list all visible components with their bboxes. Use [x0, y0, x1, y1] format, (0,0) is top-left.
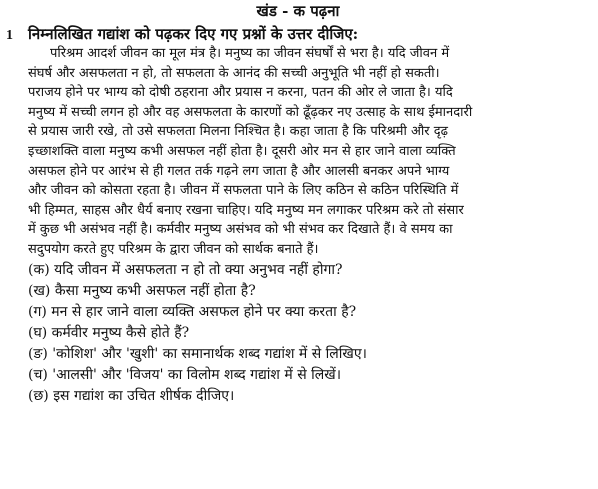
subquestion-cha: (च) 'आलसी' और 'विजय' का विलोम शब्द गद्यांश में से लिखें। — [28, 366, 342, 383]
passage-line: पराजय होने पर भाग्य को दोषी ठहराना और प्रयास न करना, पतन की ओर ले जाता है। यदि — [28, 85, 453, 101]
question-number: 1 — [6, 28, 13, 43]
subquestion-kha: (ख) कैसा मनुष्य कभी असफल नहीं होता है? — [28, 282, 256, 299]
section-title: खंड - क पढ़ना — [256, 2, 340, 20]
question-header — [6, 24, 590, 44]
subquestion-chha: (छ) इस गद्यांश का उचित शीर्षक दीजिए। — [28, 387, 235, 404]
subquestion-gha: (घ) कर्मवीर मनुष्य कैसे होते हैं? — [28, 324, 190, 341]
passage-line: मनुष्य में सच्ची लगन हो और वह असफलता के कारणों को ढूँढ़कर नए उत्साह के साथ ईमानदारी — [28, 104, 473, 120]
subquestion-list — [28, 260, 590, 407]
subquestion-nga: (ङ) 'कोशिश' और 'खुशी' का समानार्थक शब्द गद्यांश में से लिखिए। — [28, 345, 367, 362]
passage-line: सदुपयोग करते हुए परिश्रम के द्वारा जीवन को सार्थक बनाते हैं। — [28, 241, 319, 257]
passage-line: और जीवन को कोसता रहता है। जीवन में सफलता पाने के लिए कठिन से कठिन परिस्थिति में — [28, 183, 459, 199]
question-instruction: निम्नलिखित गद्यांश को पढ़कर दिए गए प्रश्नों के उत्तर दीजिए: — [28, 25, 359, 43]
passage-line: में कुछ भी असंभव नहीं है। कर्मवीर मनुष्य असंभव को भी संभव कर दिखाते हैं। वे समय का — [28, 222, 453, 238]
passage — [28, 44, 590, 260]
passage-line: से प्रयास जारी रखे, तो उसे सफलता मिलना निश्चित है। कहा जाता है कि परिश्रमी और दृढ़ — [28, 124, 448, 140]
passage-line: इच्छाशक्ति वाला मनुष्य कभी असफल नहीं होता है। दूसरी ओर मन से हार जाने वाला व्यक्ति — [28, 143, 456, 159]
passage-line: संघर्ष और असफलता न हो, तो सफलता के आनंद की सच्ची अनुभूति भी नहीं हो सकती। — [28, 65, 440, 81]
subquestion-ka: (क) यदि जीवन में असफलता न हो तो क्या अनुभव नहीं होगा? — [28, 261, 343, 278]
passage-line: परिश्रम आदर्श जीवन का मूल मंत्र है। मनुष्य का जीवन संघर्षों से भरा है। यदि जीवन में — [50, 46, 450, 61]
passage-line: भी हिम्मत, साहस और धैर्य बनाए रखना चाहिए। यदि मनुष्य मन लगाकर परिश्रम करे तो संसार — [28, 202, 464, 218]
passage-line: असफल होने पर आरंभ से ही गलत तर्क गढ़ने लग जाता है और आलसी बनकर अपने भाग्य — [28, 163, 450, 179]
subquestion-ga: (ग) मन से हार जाने वाला व्यक्ति असफल होने पर क्या करता है? — [28, 303, 357, 320]
